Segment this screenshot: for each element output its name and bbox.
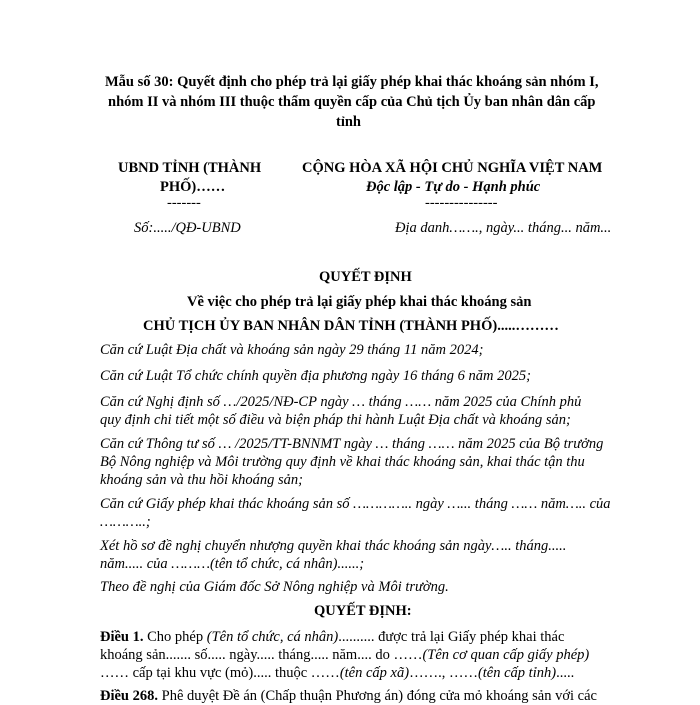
article-2-text: Phê duyệt Đề án (Chấp thuận Phương án) đóng cửa mỏ khoáng sản với các	[158, 688, 597, 704]
article-2-line-1	[100, 688, 597, 705]
article-1-line-2-text: khoáng sản....... số..... ngày..... tháng..... năm.... do ……	[100, 647, 423, 663]
legal-basis-1: Căn cứ Luật Địa chất và khoáng sản ngày 29 tháng 11 năm 2024;	[100, 342, 484, 358]
article-1-issuer: (Tên cơ quan cấp giấy phép)	[422, 647, 590, 663]
article-1-label: Điều 1.	[100, 629, 144, 645]
legal-basis-3-line-1: Căn cứ Nghị định số …/2025/NĐ-CP ngày … tháng …… năm 2025 của Chính phủ	[100, 394, 582, 410]
decision-heading: QUYẾT ĐỊNH	[319, 269, 412, 285]
consideration-line-2: năm..... của ………(tên tổ chức, cá nhân)......;	[100, 556, 365, 572]
legal-basis-3-line-2: quy định chi tiết một số điều và biện pháp thi hành Luật Địa chất và khoáng sản;	[100, 412, 571, 428]
article-1-line-3-text: …… cấp tại khu vực (mỏ)..... thuộc ……	[100, 665, 340, 681]
article-1-commune: (tên cấp xã)	[339, 665, 410, 681]
article-1-line-2	[100, 647, 589, 664]
consideration-line-1: Xét hồ sơ đề nghị chuyển nhượng quyền khai thác khoáng sản ngày….. tháng.....	[100, 538, 567, 554]
legal-basis-5-line-2: ………..;	[100, 514, 151, 530]
legal-basis-2: Căn cứ Luật Tổ chức chính quyền địa phương ngày 16 tháng 6 năm 2025;	[100, 368, 531, 384]
issuing-authority: CHỦ TỊCH ỦY BAN NHÂN DÂN TỈNH (THÀNH PHỐ).....………	[143, 318, 559, 334]
article-1-entity: (Tên tổ chức, cá nhân)	[206, 629, 339, 645]
article-1-line-3-mid: ……., ……	[409, 665, 478, 681]
legal-basis-5-line-1: Căn cứ Giấy phép khai thác khoáng sản số ………….. ngày …... tháng …… năm….. của	[100, 496, 611, 512]
article-1-line-3-end: .....	[556, 665, 575, 681]
decision-subject: Về việc cho phép trả lại giấy phép khai thác khoáng sản	[187, 294, 532, 310]
article-1-text-a: Cho phép	[143, 629, 207, 645]
legal-basis-4-line-1: Căn cứ Thông tư số … /2025/TT-BNNMT ngày … tháng …… năm 2025 của Bộ trưởng	[100, 436, 604, 452]
motto-divider: ---------------	[425, 195, 498, 211]
legal-basis-4-line-3: khoáng sản và thu hồi khoáng sản;	[100, 472, 303, 488]
article-2-label: Điều 268.	[100, 688, 158, 704]
article-1-text-c: .......... được trả lại Giấy phép khai thác	[338, 629, 565, 645]
proposal-basis: Theo đề nghị của Giám đốc Sở Nông nghiệp và Môi trường.	[100, 579, 449, 595]
agency-divider: -------	[167, 195, 201, 211]
form-title-line-3: tỉnh	[336, 114, 361, 130]
document-number: Số:...../QĐ-UBND	[134, 220, 241, 236]
article-1-province: (tên cấp tỉnh)	[477, 665, 557, 681]
nation-name: CỘNG HÒA XÃ HỘI CHỦ NGHĨA VIỆT NAM	[302, 160, 603, 176]
article-1-line-1	[100, 629, 564, 646]
national-motto: Độc lập - Tự do - Hạnh phúc	[366, 179, 541, 195]
form-title-line-2: nhóm II và nhóm III thuộc thẩm quyền cấp của Chủ tịch Ủy ban nhân dân cấp	[108, 94, 596, 110]
form-title-line-1: Mẫu số 30: Quyết định cho phép trả lại giấy phép khai thác khoáng sản nhóm I,	[105, 74, 599, 90]
legal-basis-4-line-2: Bộ Nông nghiệp và Môi trường quy định về khai thác khoáng sản, khai thác tận thu	[100, 454, 585, 470]
article-1-line-3	[100, 665, 574, 682]
decides-heading: QUYẾT ĐỊNH:	[314, 603, 412, 619]
place-and-date: Địa danh……., ngày... tháng... năm...	[395, 220, 612, 236]
agency-name-line-1: UBND TỈNH (THÀNH	[118, 160, 262, 176]
agency-name-line-2: PHỐ)……	[160, 179, 226, 195]
